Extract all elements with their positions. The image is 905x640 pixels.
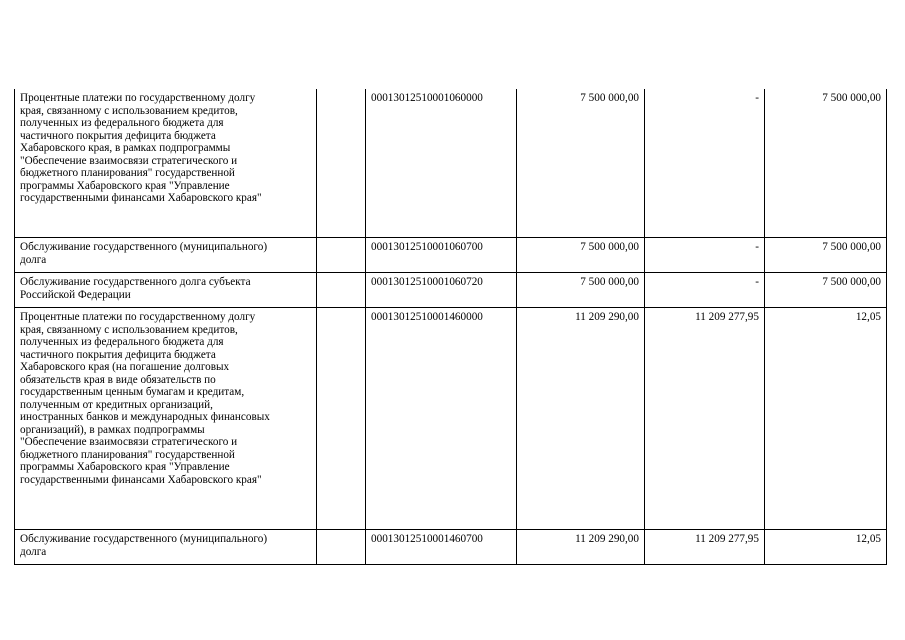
row-code-cell: 00013012510001060720 (366, 273, 517, 308)
row-unexecuted-cell: 7 500 000,00 (765, 273, 887, 308)
table-row (15, 308, 887, 530)
row-name-cell: Обслуживание государственного (муниципального) долга (15, 530, 317, 565)
row-name-cell: Процентные платежи по государственному долгу края, связанному с использованием кредитов, полученных из федерального бюджета для частичного покрытия дефицита бюджета Хабаровского края, в рамках подпрограммы "Обеспечение взаимосвязи стратегического и бюджетного планирования" государственной программы Хабаровского края "Управление государственными финансами Хабаровского края" (15, 89, 317, 238)
table-row (15, 89, 887, 238)
table-row (15, 238, 887, 273)
row-executed-cell: - (645, 238, 765, 273)
row-code-cell: 00013012510001460000 (366, 308, 517, 530)
row-unexecuted-cell: 7 500 000,00 (765, 238, 887, 273)
empty-cell (317, 530, 366, 565)
empty-cell (317, 89, 366, 238)
row-unexecuted-cell: 12,05 (765, 530, 887, 565)
row-approved-cell: 7 500 000,00 (517, 89, 645, 238)
row-name-cell: Обслуживание государственного долга субъекта Российской Федерации (15, 273, 317, 308)
row-approved-cell: 7 500 000,00 (517, 273, 645, 308)
row-name-cell: Процентные платежи по государственному долгу края, связанному с использованием кредитов, полученных из федерального бюджета для частичного покрытия дефицита бюджета Хабаровского края (на погашение долговых обязательств края в виде обязательств по государственным ценным бумагам и кредитам, полученным от кредитных организаций, иностранных банков и международных финансовых организаций), в рамках подпрограммы "Обеспечение взаимосвязи стратегического и бюджетного планирования" государственной программы Хабаровского края "Управление государственными финансами Хабаровского края" (15, 308, 317, 530)
row-approved-cell: 11 209 290,00 (517, 530, 645, 565)
row-executed-cell: 11 209 277,95 (645, 530, 765, 565)
row-approved-cell: 7 500 000,00 (517, 238, 645, 273)
empty-cell (317, 238, 366, 273)
row-code-cell: 00013012510001460700 (366, 530, 517, 565)
row-executed-cell: - (645, 273, 765, 308)
row-unexecuted-cell: 7 500 000,00 (765, 89, 887, 238)
row-code-cell: 00013012510001060700 (366, 238, 517, 273)
table-row (15, 530, 887, 565)
row-name-cell: Обслуживание государственного (муниципального) долга (15, 238, 317, 273)
empty-cell (317, 273, 366, 308)
row-approved-cell: 11 209 290,00 (517, 308, 645, 530)
row-executed-cell: - (645, 89, 765, 238)
empty-cell (317, 308, 366, 530)
row-unexecuted-cell: 12,05 (765, 308, 887, 530)
row-code-cell: 00013012510001060000 (366, 89, 517, 238)
table-row (15, 273, 887, 308)
budget-table (14, 89, 887, 565)
row-executed-cell: 11 209 277,95 (645, 308, 765, 530)
